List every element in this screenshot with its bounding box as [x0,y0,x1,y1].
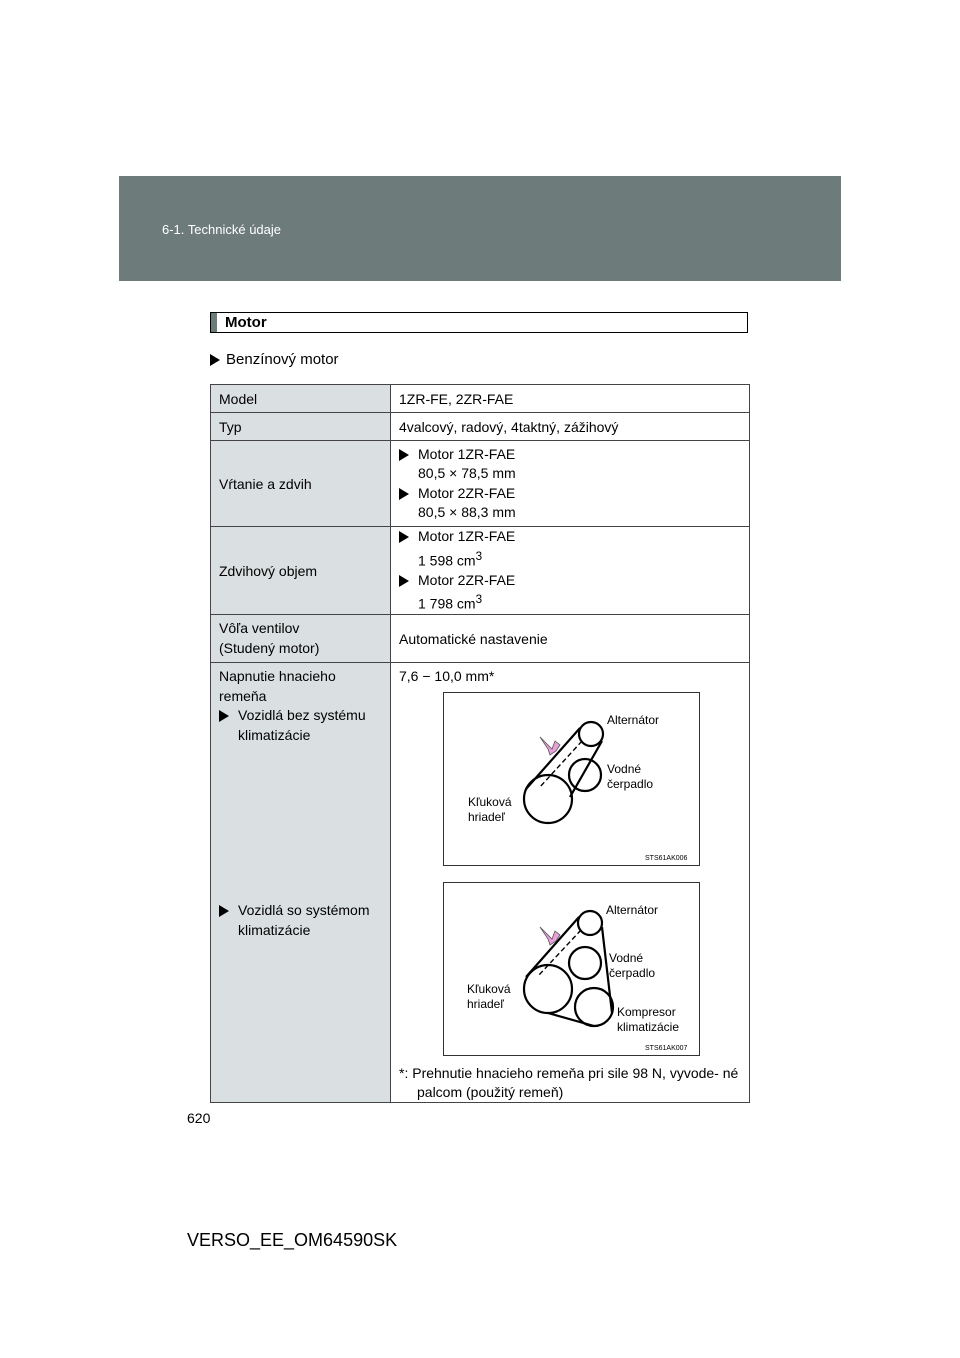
row-bore [211,441,750,527]
triangle-bullet-icon [399,575,409,587]
belt-diagram-no-ac-svg [444,693,699,865]
belt-value [391,663,750,1103]
pump-label-2: čerpadlo [607,776,654,791]
water-pump-pulley [569,759,601,791]
water-pump-pulley [569,947,601,979]
crank-label-2: hriadeľ [468,809,505,824]
valve-label: Vôľa ventilov (Studený motor) [211,615,391,663]
model-value: 1ZR-FE, 2ZR-FAE [391,385,750,413]
subheading [210,351,339,368]
displacement-value [391,527,750,615]
triangle-bullet-icon [399,449,409,461]
crank-label-1: Kľuková [467,981,511,996]
triangle-bullet-icon [219,905,229,917]
pump-label-2: čerpadlo [609,965,656,980]
bore-value [391,441,750,527]
doc-code: VERSO_EE_OM64590SK [187,1230,398,1250]
bore-label: Vŕtanie a zdvih [211,441,391,527]
type-value: 4valcový, radový, 4taktný, zážihový [391,413,750,441]
belt-diagram-ac-svg [444,883,699,1055]
crank-label-2: hriadeľ [467,996,504,1011]
section-bar-accent [211,313,217,332]
drive-belt [526,728,602,797]
model-label: Model [211,385,391,413]
figure-code: STS61AK007 [645,1044,688,1052]
belt-diagram-no-ac [443,692,700,866]
row-displacement [211,527,750,615]
section-title: Motor [225,314,267,331]
compressor-pulley [575,988,613,1026]
triangle-bullet-icon [399,531,409,543]
press-arrow-icon [540,737,560,755]
belt-deflection-line [539,741,582,788]
section-bar [210,312,748,333]
figure-code: STS61AK006 [645,854,688,862]
belt-deflection: 7,6 − 10,0 mm* [399,668,495,685]
alternator-label: Alternátor [606,902,659,917]
bore-item-2: Motor 2ZR-FAE [399,484,741,504]
header-band [119,176,841,281]
page-number: 620 [187,1110,211,1126]
pump-label-1: Vodné [607,761,642,776]
row-belt [211,663,750,1103]
displacement-item-2: Motor 2ZR-FAE [399,571,741,591]
footnote: *: Prehnutie hnacieho remeňa pri sile 98 N, vyvode- né palcom (použitý remeň) [399,1064,739,1100]
header-section-title: 6-1. Technické údaje [162,222,282,237]
subheading-text: Benzínový motor [226,351,339,368]
triangle-bullet-icon [210,354,220,366]
alternator-label: Alternátor [607,712,660,727]
belt-diagram-ac [443,882,700,1056]
belt-option-2: Vozidlá so systémom [219,901,370,921]
alternator-pulley [579,722,603,746]
bore-item-2-value: 80,5 × 88,3 mm [418,504,516,520]
compressor-label-2: klimatizácie [617,1019,680,1034]
displacement-item-2-value: 1 798 $cm^3$ [418,593,483,612]
row-model [211,385,750,413]
displacement-item-1-value: 1 598 $cm^3$ [418,549,483,569]
row-type [211,413,750,441]
spec-table [210,384,750,1103]
belt-label: Napnutie hnacieho remeňa Vozidlá bez systému klimatizácie Vozidlá so systémom klimatizácie [211,663,391,1103]
displacement-item-1: Motor 1ZR-FAE [399,527,741,547]
row-valve [211,615,750,663]
valve-value: Automatické nastavenie [391,615,750,663]
bore-item-1-value: 80,5 × 78,5 mm [418,465,516,481]
alternator-pulley [578,911,602,935]
pump-label-1: Vodné [609,950,644,965]
triangle-bullet-icon [399,488,409,500]
displacement-label: Zdvihový objem [211,527,391,615]
belt-option-1: Vozidlá bez systému [219,706,382,726]
belt-option-2-block: Vozidlá so systémom klimatizácie [219,901,370,940]
type-label: Typ [211,413,391,441]
crank-label-1: Kľuková [468,794,512,809]
triangle-bullet-icon [219,710,229,722]
bore-item-1: Motor 1ZR-FAE [399,445,741,465]
compressor-label-1: Kompresor [617,1004,676,1019]
